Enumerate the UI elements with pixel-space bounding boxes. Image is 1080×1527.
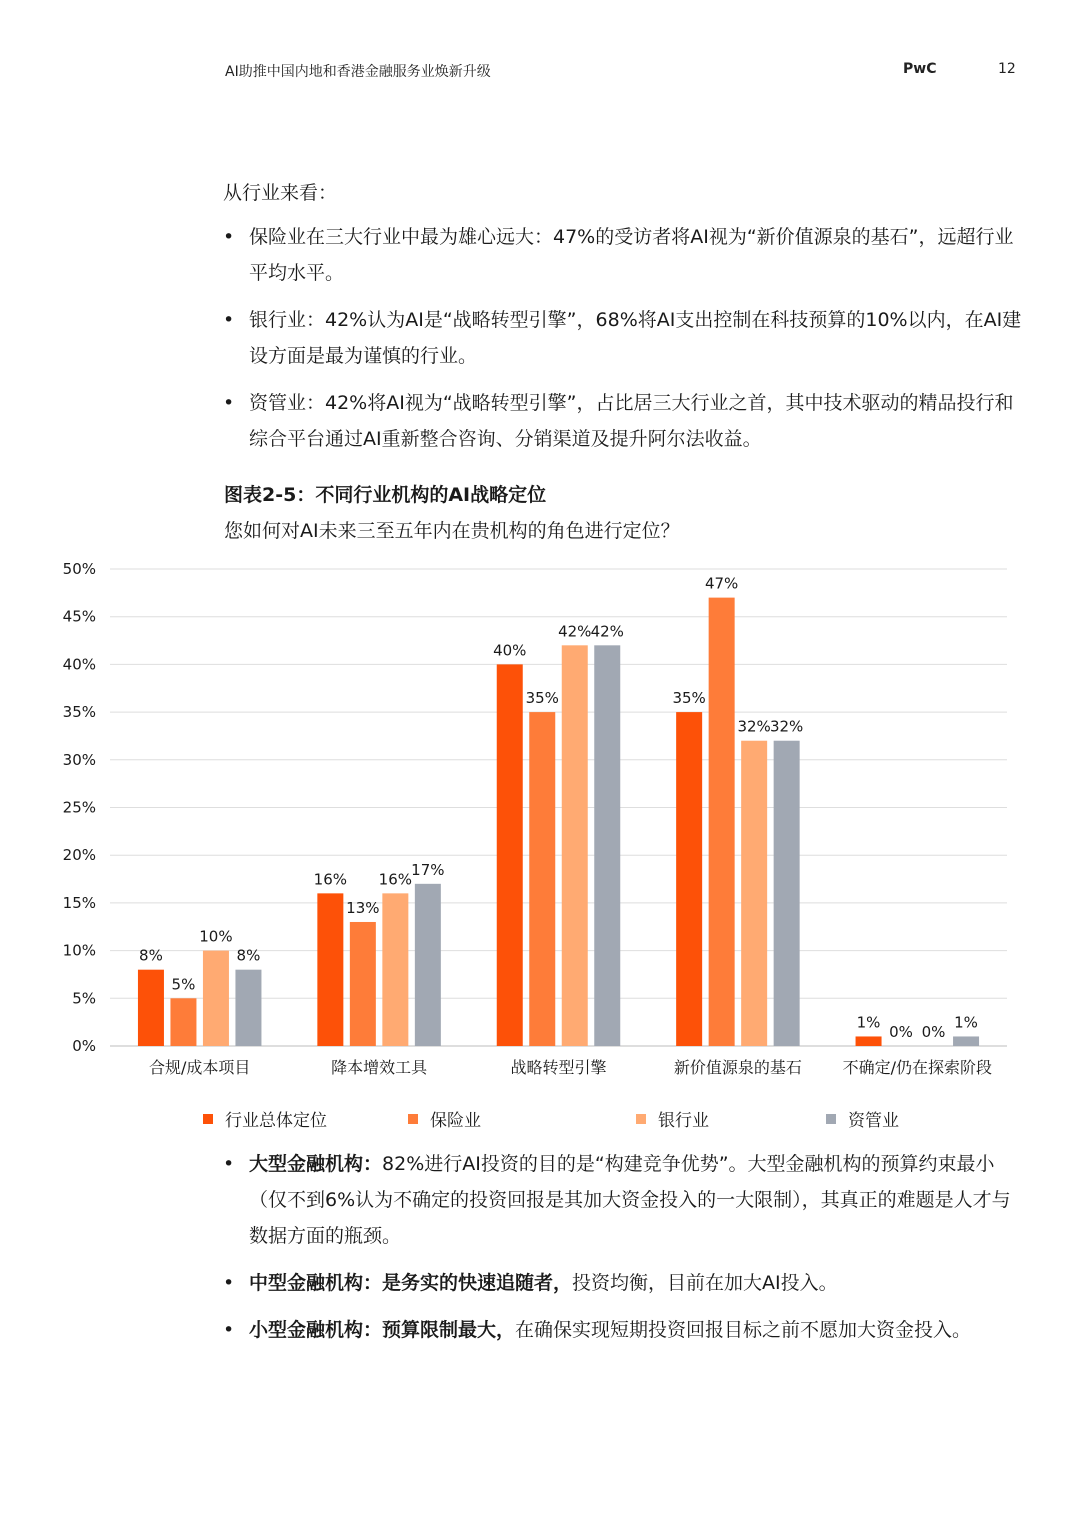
data-label: 0% [921,1023,946,1041]
y-tick-label: 50% [62,560,96,578]
data-label: 35% [672,689,706,708]
bar [203,951,229,1046]
data-label: 5% [171,975,196,994]
list-item [223,302,1023,374]
y-tick-label: 15% [62,893,96,912]
legend-swatch [636,1114,646,1124]
x-tick-label: 降本增效工具 [331,1058,428,1077]
y-tick-label: 20% [62,846,96,865]
bullet-text: 保险业在三大行业中最为雄心远大：47%的受访者将AI视为“新价值源泉的基石”，远超行业平均水平。 [249,226,1014,284]
bullet-text: 资管业：42%将AI视为“战略转型引擎”，占比居三大行业之首，其中技术驱动的精品投行和综合平台通过AI重新整合咨询、分销渠道及提升阿尔法收益。 [249,392,1014,450]
legend-label: 行业总体定位 [225,1111,327,1131]
bar [170,998,196,1046]
legend-label: 资管业 [848,1111,899,1131]
data-label: 42% [590,622,624,641]
list-item [223,219,1023,291]
data-label: 16% [313,870,348,889]
data-label: 42% [558,622,592,641]
data-label: 16% [378,870,413,889]
x-tick-label: 合规/成本项目 [148,1058,251,1077]
data-label: 17% [411,860,445,879]
intro-text: 从行业来看： [223,182,338,204]
bar [382,893,408,1046]
legend-label: 银行业 [658,1111,709,1131]
data-label: 13% [346,898,380,917]
list-item [223,1312,1023,1348]
bullet-icon: • [223,1319,235,1341]
bullet-bold-lead: 大型金融机构： [249,1153,383,1175]
bullet-icon: • [223,1272,235,1294]
bar [235,970,261,1046]
data-label: 47% [704,574,739,593]
y-tick-label: 25% [62,798,96,817]
data-label: 10% [199,927,233,946]
y-tick-label: 10% [62,941,96,960]
data-label: 1% [954,1013,978,1032]
bar [741,741,767,1046]
industry-bullet-list [223,219,1023,468]
bullet-text: 投资均衡，目前在加大AI投入。 [572,1272,838,1294]
legend-item [826,1106,899,1131]
data-label: 8% [139,946,163,965]
bullet-icon: • [223,1153,235,1175]
bullet-text: 银行业：42%认为AI是“战略转型引擎”，68%将AI支出控制在科技预算的10%以内，在AI建设方面是最为谨慎的行业。 [249,309,1022,367]
bar [497,664,523,1046]
bar [856,1036,882,1046]
size-bullet-list [223,1146,1023,1359]
data-label: 32% [737,717,771,736]
list-item [223,385,1023,457]
bar [774,741,800,1046]
y-tick-label: 40% [62,655,96,674]
figure-subtitle: 您如何对AI未来三至五年内在贵机构的角色进行定位？ [224,520,680,542]
data-label: 8% [236,946,261,965]
bullet-text: 82%进行AI投资的目的是“构建竞争优势”。大型金融机构的预算约束最小（仅不到6%认为不确定的投资回报是其加大资金投入的一大限制），其真正的难题是人才与数据方面的瓶颈。 [249,1153,1011,1247]
legend-item [636,1106,709,1131]
y-tick-label: 35% [62,703,96,722]
bullet-text: 在确保实现短期投资回报目标之前不愿加大资金投入。 [515,1319,972,1341]
bar-chart [0,550,1080,1090]
bar [317,893,343,1046]
chart-legend [0,1106,1080,1132]
legend-swatch [826,1114,836,1124]
data-label: 35% [525,689,559,708]
bar [415,884,441,1046]
data-label: 40% [493,641,527,660]
y-tick-label: 45% [62,607,96,626]
x-tick-label: 不确定/仍在探索阶段 [842,1058,993,1077]
bar [709,598,735,1046]
y-tick-label: 30% [62,750,96,769]
data-label: 1% [856,1013,881,1032]
brand-logo: PwC [903,61,937,77]
bar [350,922,376,1046]
bar [676,712,702,1046]
bullet-icon: • [223,309,235,331]
header-title: AI助推中国内地和香港金融服务业焕新升级 [225,64,491,80]
data-label: 0% [889,1023,913,1041]
bar [594,645,620,1046]
y-tick-label: 0% [72,1037,96,1055]
legend-swatch [203,1114,213,1124]
x-tick-label: 战略转型引擎 [510,1058,607,1077]
bar [562,645,588,1046]
bar [529,712,555,1046]
page-number: 12 [998,61,1016,77]
x-tick-label: 新价值源泉的基石 [673,1058,802,1077]
legend-label: 保险业 [430,1111,481,1131]
y-tick-label: 5% [72,989,96,1008]
bar [953,1036,979,1046]
figure-title: 图表2-5：不同行业机构的AI战略定位 [224,484,547,506]
data-label: 32% [769,717,804,736]
legend-swatch [408,1114,418,1124]
bullet-bold-lead: 中型金融机构：是务实的快速追随者， [249,1272,573,1294]
legend-item [408,1106,481,1131]
bar [138,970,164,1046]
list-item [223,1265,1023,1301]
list-item [223,1146,1023,1254]
bullet-bold-lead: 小型金融机构：预算限制最大， [249,1319,516,1341]
bullet-icon: • [223,392,235,414]
legend-item [203,1106,327,1131]
bullet-icon: • [223,226,235,248]
